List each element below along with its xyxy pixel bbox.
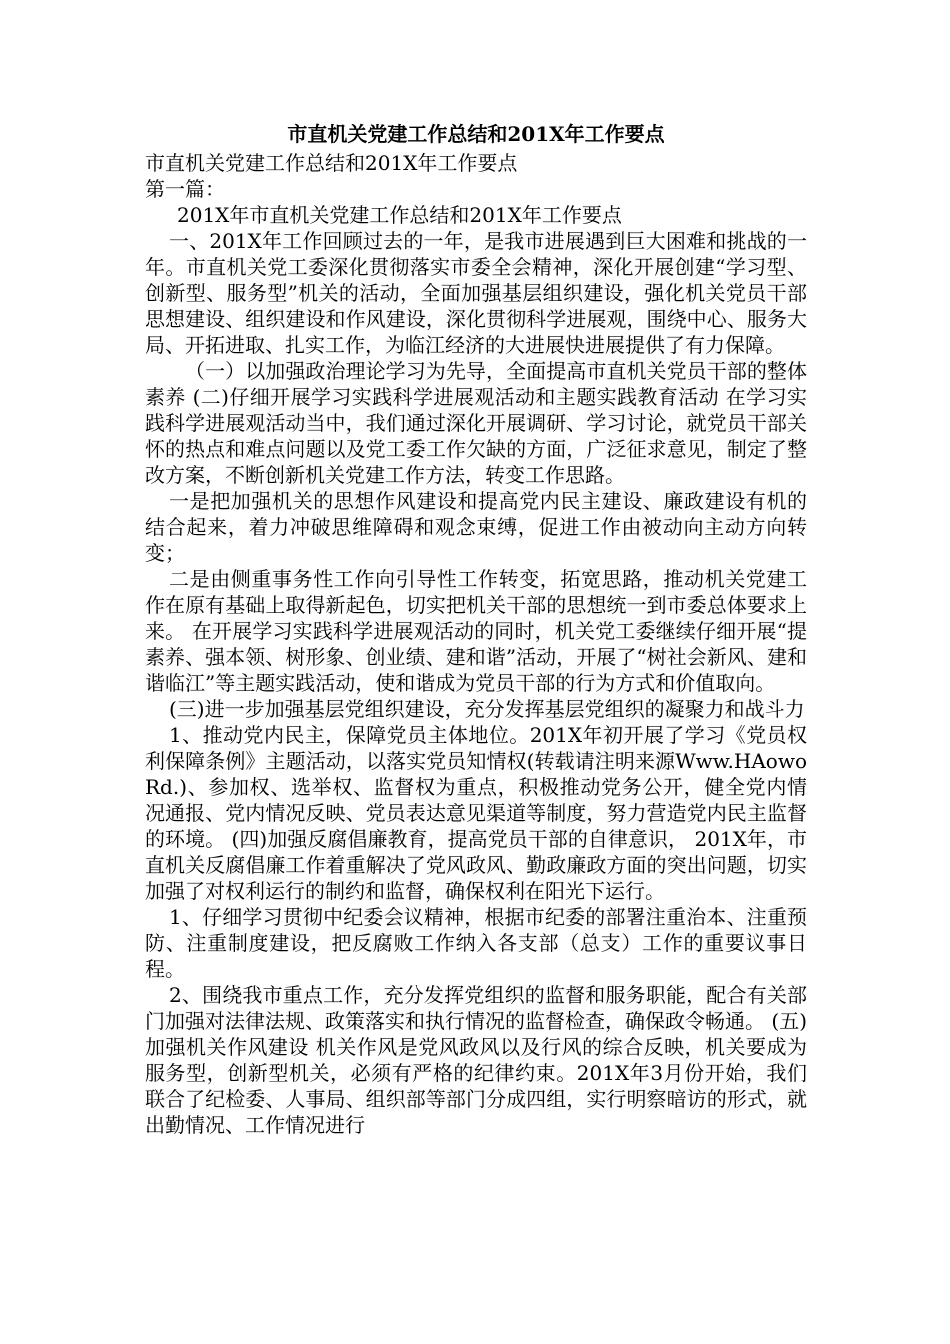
paragraph-work-style: 2、围绕我市重点工作，充分发挥党组织的监督和服务职能，配合有关部门加强对法律法规、政策落实和执行情况的监督检查，确保政令畅通。 (五)加强机关作风建设 机关作风是党风政风以及行风的综合反映，机关要成为服务型，创新型机关，必须有严格的纪律约束。201X年3月份开始，我们联合了纪检委、人事局、组织部等部门分成四组，实行明察暗访的形式，就出勤情况、工作情况进行 — [145, 983, 807, 1137]
paragraph-review: 一、201X年工作回顾过去的一年，是我市进展遇到巨大困难和挑战的一年。市直机关党工委深化贯彻落实市委全会精神，深化开展创建“学习型、创新型、服务型”机关的活动，全面加强基层组织建设，强化机关党员干部思想建设、组织建设和作风建设，深化贯彻科学进展观，围绕中心、服务大局、开拓进取、扎实工作，为临江经济的大进展快进展提供了有力保障。 — [145, 229, 807, 357]
paragraph-second-point: 二是由侧重事务性工作向引导性工作转变，拓宽思路，推动机关党建工作在原有基础上取得新起色，切实把机关干部的思想统一到市委总体要求上来。 在开展学习实践科学进展观活动的同时，机关党工委继续仔细开展“提素养、强本领、树形象、创业绩、建和谐”活动，开展了“树社会新风、建和谐临江”等主题实践活动，使和谐成为党员干部的行为方式和价值取向。 — [145, 567, 807, 695]
paragraph-first-point: 一是把加强机关的思想作风建设和提高党内民主建设、廉政建设有机的结合起来，着力冲破思维障碍和观念束缚，促进工作由被动向主动方向转变； — [145, 489, 807, 565]
section-heading: 201X年市直机关党建工作总结和201X年工作要点 — [177, 203, 622, 227]
document-page — [145, 118, 807, 1138]
paragraph-party-democracy: 1、推动党内民主，保障党员主体地位。201X年初开展了学习《党员权利保障条例》主题活动，以落实党员知情权(转载请注明来源Www.HAowoRd.)、参加权、选举权、监督权为重点，积极推动党务公开，健全党内情况通报、党内情况反映、党员表达意见渠道等制度，努力营造党内民主监督的环境。 (四)加强反腐倡廉教育，提高党员干部的自律意识， 201X年，市直机关反腐倡廉工作着重解决了党风政风、勤政廉政方面的突出问题，切实加强了对权利运行的制约和监督，确保权利在阳光下运行。 — [145, 723, 807, 903]
section-label: 第一篇： — [145, 177, 225, 201]
document-title: 市直机关党建工作总结和201X年工作要点 — [287, 122, 665, 146]
paragraph-grassroots: (三)进一步加强基层党组织建设，充分发挥基层党组织的凝聚力和战斗力 — [169, 697, 805, 721]
document-subtitle: 市直机关党建工作总结和201X年工作要点 — [145, 151, 518, 175]
paragraph-anti-corruption: 1、仔细学习贯彻中纪委会议精神，根据市纪委的部署注重治本、注重预防、注重制度建设，把反腐败工作纳入各支部（总支）工作的重要议事日程。 — [145, 905, 807, 981]
paragraph-theory-study: （一）以加强政治理论学习为先导，全面提高市直机关党员干部的整体素养 (二)仔细开展学习实践科学进展观活动和主题实践教育活动 在学习实践科学进展观活动当中，我们通过深化开展调研、学习讨论，就党员干部关怀的热点和难点问题以及党工委工作欠缺的方面，广泛征求意见，制定了整改方案，不断创新机关党建工作方法，转变工作思路。 — [145, 359, 807, 487]
